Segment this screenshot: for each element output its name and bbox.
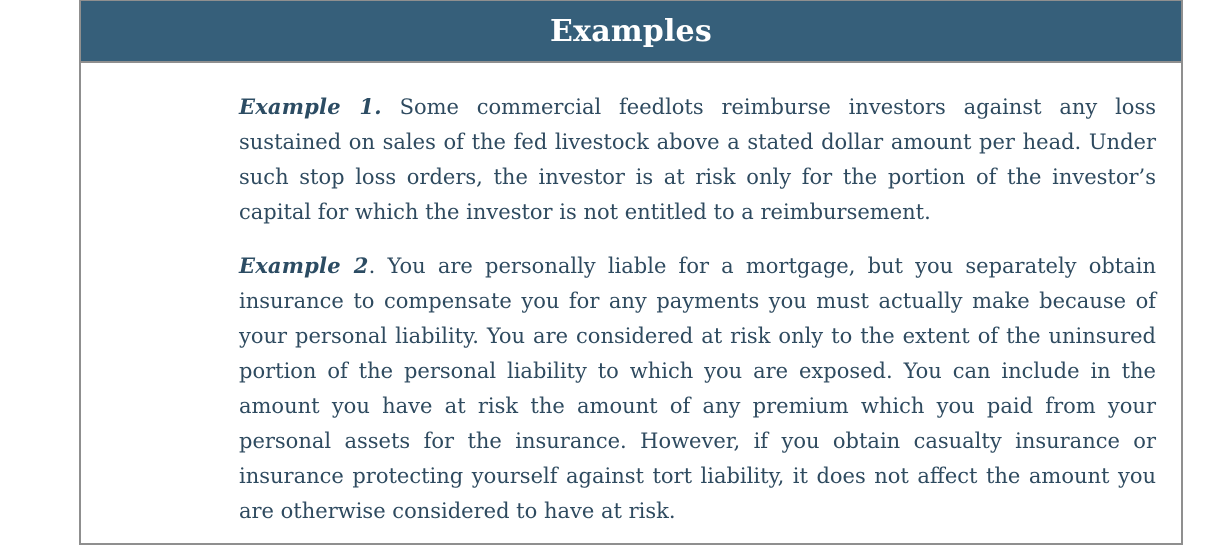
example-2-text: . You are personally liable for a mortgage, but you separately obtain insurance to compensate you for any payments you must actually make because of your personal liability. You are considered at risk only to the extent of the uninsured portion of the personal liability to which you are exposed. You can include in the amount you have at risk the amount of any premium which you paid from your personal assets for the insurance. However, if you obtain casualty insurance or insurance protecting yourself against tort liability, it does not affect the amount you are otherwise considered to have at risk. xyxy=(239,254,1157,523)
example-1-label: Example 1. xyxy=(239,94,382,119)
examples-title: Examples xyxy=(550,13,712,49)
examples-body xyxy=(239,89,1156,547)
examples-box xyxy=(79,0,1183,545)
example-1-paragraph xyxy=(239,89,1156,230)
examples-header xyxy=(81,1,1181,63)
example-1-text: Some commercial feedlots reimburse investors against any loss sustained on sales of the fed livestock above a stated dollar amount per head. Under such stop loss orders, the investor is at risk only for the portion of the investor’s capital for which the investor is not entitled to a reimbursement. xyxy=(239,95,1157,224)
example-2-label: Example 2 xyxy=(239,253,369,278)
example-2-paragraph xyxy=(239,248,1156,529)
